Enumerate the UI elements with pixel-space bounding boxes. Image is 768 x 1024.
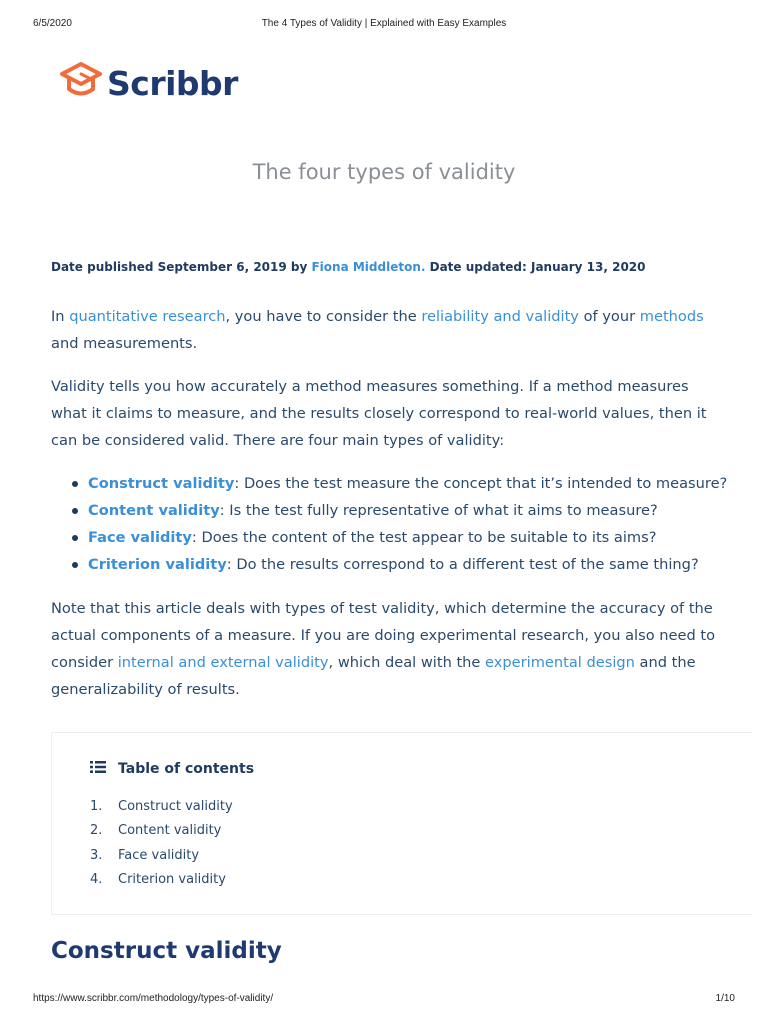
toc-heading: Table of contents xyxy=(118,760,255,777)
list-item-text: : Does the content of the test appear to be suitable to its aims? xyxy=(191,529,657,546)
toc-item[interactable] xyxy=(90,844,233,868)
text: , which deal with the xyxy=(328,654,486,671)
text: In xyxy=(51,308,70,325)
toc-header xyxy=(90,759,254,778)
logo-wordmark: Scribbr xyxy=(107,63,238,103)
bullet-icon xyxy=(72,481,78,487)
toc-item[interactable] xyxy=(90,819,233,843)
text: Note that this article deals with types of test validity, which determine the accuracy of the actual components of a measure. If you are doing experimental research, you also need to consider xyxy=(51,600,716,671)
internal-external-validity-link[interactable]: internal and external validity xyxy=(117,654,329,671)
methods-link[interactable]: methods xyxy=(639,308,704,325)
scribbr-logo[interactable] xyxy=(59,60,238,106)
list-icon xyxy=(90,759,106,778)
toc-item-label[interactable]: Content validity xyxy=(118,823,222,839)
print-url: https://www.scribbr.com/methodology/types-of-validity/ xyxy=(33,993,274,1004)
list-item xyxy=(51,497,741,524)
print-title: The 4 Types of Validity | Explained with Easy Examples xyxy=(261,18,507,29)
intro-paragraph xyxy=(51,303,721,357)
toc-item[interactable] xyxy=(90,868,233,892)
table-of-contents xyxy=(51,732,752,915)
toc-item-number: 4. xyxy=(90,871,103,887)
experimental-design-link[interactable]: experimental design xyxy=(485,654,635,671)
text: , you have to consider the xyxy=(225,308,422,325)
construct-validity-link[interactable]: Construct validity xyxy=(88,475,235,492)
published-label: Date published September 6, 2019 by xyxy=(51,260,312,274)
list-item xyxy=(51,470,741,497)
note-paragraph xyxy=(51,595,721,703)
list-item xyxy=(51,524,741,551)
face-validity-link[interactable]: Face validity xyxy=(88,529,192,546)
validity-paragraph: Validity tells you how accurately a method measures something. If a method measures what it claims to measure, and the results closely correspond to real-world values, then it can be considered valid. There are four main types of validity: xyxy=(51,378,707,449)
toc-item[interactable] xyxy=(90,795,233,819)
bullet-icon xyxy=(72,535,78,541)
list-item-text: : Do the results correspond to a different test of the same thing? xyxy=(226,556,699,573)
toc-item-label[interactable]: Criterion validity xyxy=(118,871,226,887)
author-link[interactable]: Fiona Middleton. xyxy=(311,260,426,274)
toc-item-number: 1. xyxy=(90,799,103,814)
criterion-validity-link[interactable]: Criterion validity xyxy=(88,556,227,573)
bullet-icon xyxy=(72,508,78,514)
text: and the generalizability of results. xyxy=(51,654,696,698)
list-item xyxy=(51,551,741,578)
reliability-validity-link[interactable]: reliability and validity xyxy=(421,308,579,325)
text: and measurements. xyxy=(51,335,198,352)
article-meta xyxy=(51,260,646,274)
toc-item-label[interactable]: Face validity xyxy=(118,847,200,863)
graduation-cap-icon xyxy=(59,60,103,106)
bullet-icon xyxy=(72,562,78,568)
validity-types-list xyxy=(51,470,741,578)
toc-item-number: 3. xyxy=(90,847,103,863)
page-title: The four types of validity xyxy=(252,160,516,184)
section-heading: Construct validity xyxy=(51,938,282,964)
print-page-number: 1/10 xyxy=(715,993,735,1004)
toc-list xyxy=(90,795,233,892)
text: of your xyxy=(578,308,640,325)
print-date: 6/5/2020 xyxy=(33,18,72,29)
quantitative-research-link[interactable]: quantitative research xyxy=(69,308,226,325)
list-item-text: : Is the test fully representative of what it aims to measure? xyxy=(219,502,658,519)
content-validity-link[interactable]: Content validity xyxy=(88,502,220,519)
list-item-text: : Does the test measure the concept that it’s intended to measure? xyxy=(234,475,728,492)
toc-item-number: 2. xyxy=(90,823,103,839)
toc-item-label[interactable]: Construct validity xyxy=(118,799,233,814)
updated-label: Date updated: January 13, 2020 xyxy=(425,260,646,274)
